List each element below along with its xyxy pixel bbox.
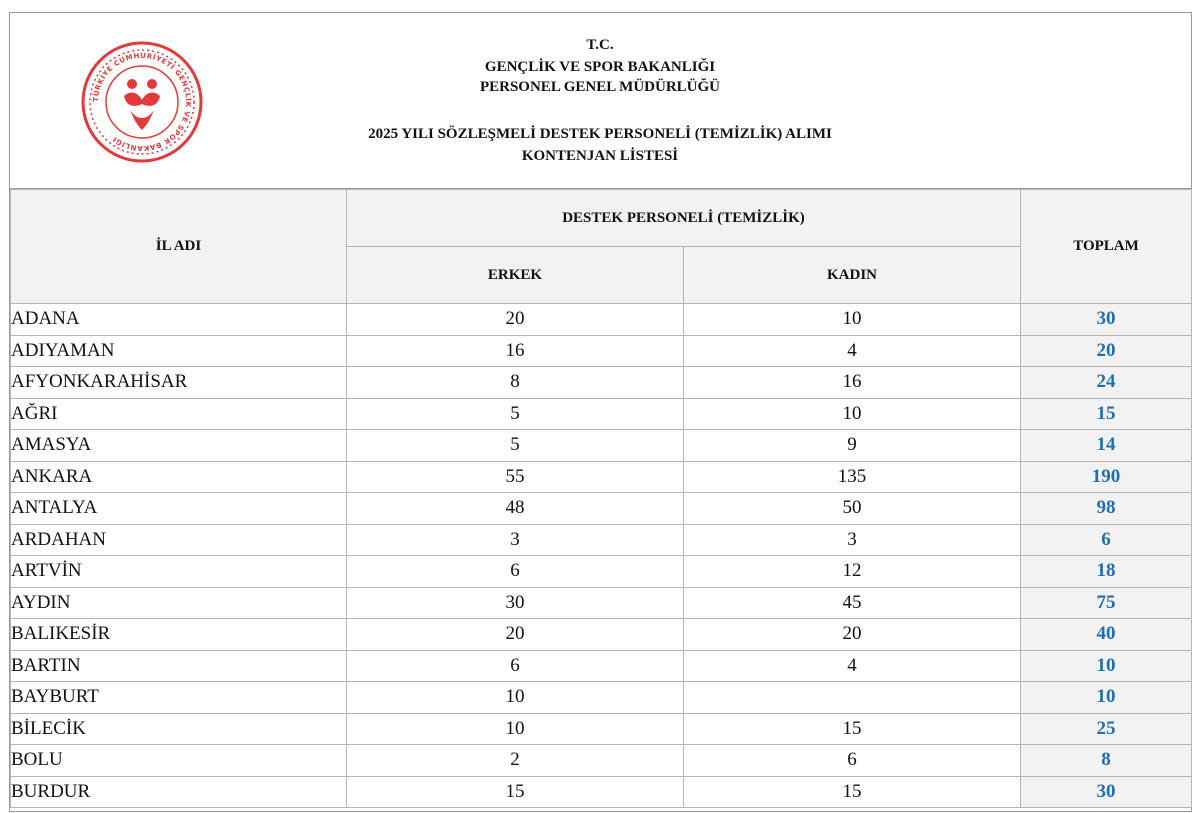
cell-toplam: 190 bbox=[1021, 461, 1192, 493]
cell-toplam: 8 bbox=[1021, 745, 1192, 777]
cell-erkek: 6 bbox=[347, 556, 684, 588]
document-title: 2025 YILI SÖZLEŞMELİ DESTEK PERSONELİ (TEMİZLİK) ALIMI bbox=[368, 126, 832, 142]
table-row bbox=[11, 461, 1192, 493]
cell-kadin: 135 bbox=[684, 461, 1021, 493]
cell-erkek: 5 bbox=[347, 430, 684, 462]
table-row bbox=[11, 304, 1192, 336]
document-subtitle: KONTENJAN LİSTESİ bbox=[521, 148, 679, 164]
cell-erkek: 15 bbox=[347, 776, 684, 808]
cell-erkek: 20 bbox=[347, 304, 684, 336]
table-row bbox=[11, 398, 1192, 430]
cell-il: ARTVİN bbox=[11, 556, 347, 588]
cell-erkek: 6 bbox=[347, 650, 684, 682]
cell-kadin: 4 bbox=[684, 335, 1021, 367]
header-ministry: GENÇLİK VE SPOR BAKANLIĞI bbox=[484, 59, 716, 75]
cell-kadin: 15 bbox=[684, 713, 1021, 745]
cell-erkek: 16 bbox=[347, 335, 684, 367]
cell-erkek: 10 bbox=[347, 713, 684, 745]
cell-il: AĞRI bbox=[11, 398, 347, 430]
header-directorate: PERSONEL GENEL MÜDÜRLÜĞÜ bbox=[479, 79, 721, 95]
cell-erkek: 20 bbox=[347, 619, 684, 651]
table-row bbox=[11, 493, 1192, 525]
cell-toplam: 40 bbox=[1021, 619, 1192, 651]
table-row bbox=[11, 776, 1192, 808]
cell-il: BALIKESİR bbox=[11, 619, 347, 651]
cell-erkek: 48 bbox=[347, 493, 684, 525]
cell-erkek: 3 bbox=[347, 524, 684, 556]
cell-kadin bbox=[684, 682, 1021, 714]
cell-il: AYDIN bbox=[11, 587, 347, 619]
cell-kadin: 12 bbox=[684, 556, 1021, 588]
cell-il: ANKARA bbox=[11, 461, 347, 493]
cell-kadin: 10 bbox=[684, 398, 1021, 430]
col-header-kadin: KADIN bbox=[684, 247, 1021, 304]
cell-toplam: 14 bbox=[1021, 430, 1192, 462]
cell-il: ADIYAMAN bbox=[11, 335, 347, 367]
cell-kadin: 45 bbox=[684, 587, 1021, 619]
cell-toplam: 10 bbox=[1021, 650, 1192, 682]
cell-kadin: 4 bbox=[684, 650, 1021, 682]
table-row bbox=[11, 650, 1192, 682]
table-row bbox=[11, 430, 1192, 462]
cell-il: ADANA bbox=[11, 304, 347, 336]
cell-erkek: 30 bbox=[347, 587, 684, 619]
cell-toplam: 25 bbox=[1021, 713, 1192, 745]
cell-toplam: 6 bbox=[1021, 524, 1192, 556]
col-header-erkek: ERKEK bbox=[347, 247, 684, 304]
col-header-il: İL ADI bbox=[11, 190, 347, 304]
table-row bbox=[11, 619, 1192, 651]
cell-erkek: 55 bbox=[347, 461, 684, 493]
cell-toplam: 24 bbox=[1021, 367, 1192, 399]
quota-table bbox=[10, 189, 1192, 808]
cell-il: AMASYA bbox=[11, 430, 347, 462]
cell-toplam: 20 bbox=[1021, 335, 1192, 367]
cell-il: ARDAHAN bbox=[11, 524, 347, 556]
cell-toplam: 10 bbox=[1021, 682, 1192, 714]
table-row bbox=[11, 713, 1192, 745]
cell-il: ANTALYA bbox=[11, 493, 347, 525]
cell-kadin: 15 bbox=[684, 776, 1021, 808]
cell-kadin: 9 bbox=[684, 430, 1021, 462]
col-header-group: DESTEK PERSONELİ (TEMİZLİK) bbox=[347, 190, 1021, 247]
cell-toplam: 75 bbox=[1021, 587, 1192, 619]
table-row bbox=[11, 556, 1192, 588]
cell-kadin: 16 bbox=[684, 367, 1021, 399]
cell-toplam: 98 bbox=[1021, 493, 1192, 525]
cell-il: BARTIN bbox=[11, 650, 347, 682]
cell-il: BİLECİK bbox=[11, 713, 347, 745]
cell-il: BAYBURT bbox=[11, 682, 347, 714]
cell-toplam: 30 bbox=[1021, 776, 1192, 808]
cell-il: BURDUR bbox=[11, 776, 347, 808]
document-header bbox=[10, 13, 1191, 189]
logo-ring-text: TÜRKİYE CUMHURİYETİ GENÇLİK VE SPOR BAKANLIĞI bbox=[91, 51, 193, 153]
cell-kadin: 50 bbox=[684, 493, 1021, 525]
table-row bbox=[11, 524, 1192, 556]
col-header-toplam: TOPLAM bbox=[1021, 190, 1192, 304]
cell-il: AFYONKARAHİSAR bbox=[11, 367, 347, 399]
cell-kadin: 10 bbox=[684, 304, 1021, 336]
table-row bbox=[11, 587, 1192, 619]
cell-kadin: 3 bbox=[684, 524, 1021, 556]
document-sheet bbox=[9, 12, 1192, 812]
cell-erkek: 10 bbox=[347, 682, 684, 714]
cell-toplam: 30 bbox=[1021, 304, 1192, 336]
cell-erkek: 8 bbox=[347, 367, 684, 399]
table-row bbox=[11, 682, 1192, 714]
cell-kadin: 6 bbox=[684, 745, 1021, 777]
cell-erkek: 2 bbox=[347, 745, 684, 777]
cell-kadin: 20 bbox=[684, 619, 1021, 651]
table-row bbox=[11, 335, 1192, 367]
cell-il: BOLU bbox=[11, 745, 347, 777]
table-row bbox=[11, 745, 1192, 777]
cell-erkek: 5 bbox=[347, 398, 684, 430]
table-row bbox=[11, 367, 1192, 399]
cell-toplam: 15 bbox=[1021, 398, 1192, 430]
cell-toplam: 18 bbox=[1021, 556, 1192, 588]
header-tc: T.C. bbox=[586, 37, 614, 53]
